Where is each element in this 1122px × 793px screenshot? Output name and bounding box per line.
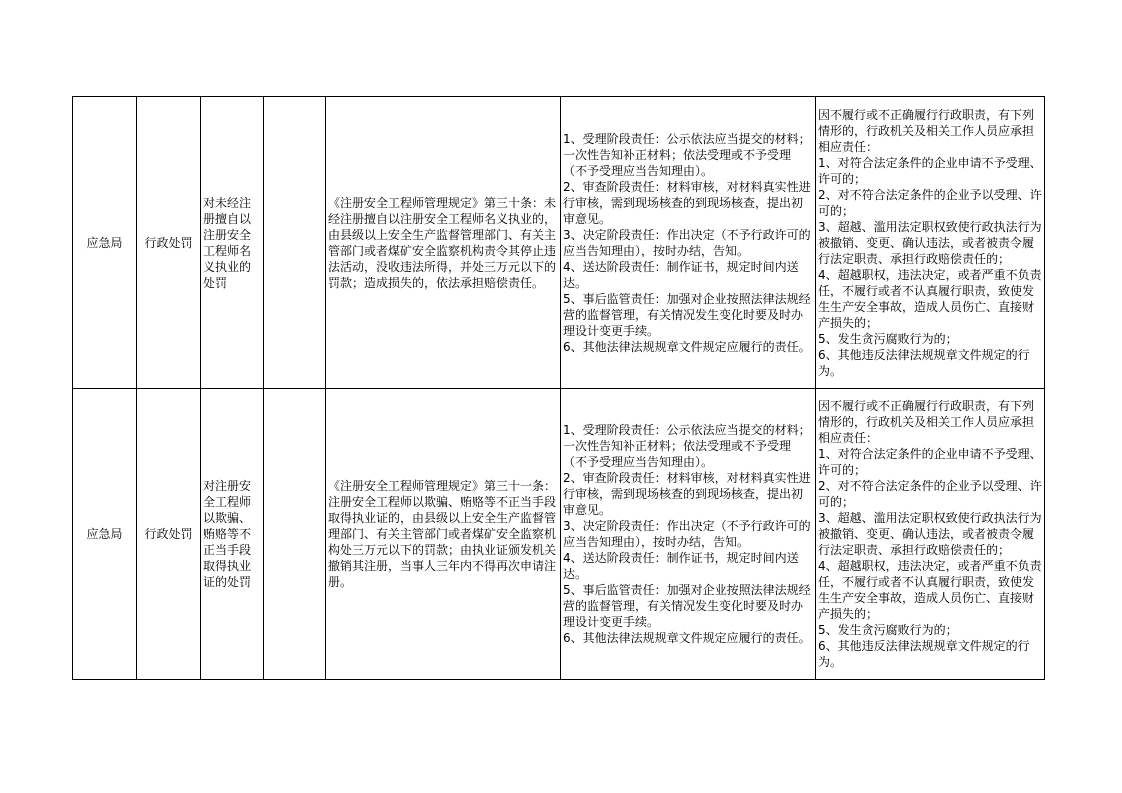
accountability-item: 1、对符合法定条件的企业申请不予受理、许可的； <box>818 155 1042 186</box>
accountability-item: 因不履行或不正确履行行政职责，有下列情形的，行政机关及相关工作人员应承担相应责任： <box>818 107 1035 154</box>
responsibility-cell <box>561 389 816 680</box>
responsibility-item: 3、决定阶段责任：作出决定（不予行政许可的应当告知理由），按时办结，告知。 <box>563 519 811 549</box>
blank-cell <box>264 97 326 389</box>
responsibility-item: 5、事后监管责任：加强对企业按照法律法规经营的监督管理，有关情况发生变化时要及时办理设计变更手续。 <box>563 291 811 338</box>
accountability-item: 3、超越、滥用法定职权致使行政执法行为被撤销、变更、确认违法，或者被责令履行法定职责、承担行政赔偿责任的； <box>818 511 1042 557</box>
department-cell: 应急局 <box>73 97 137 389</box>
item-name-cell: 对注册安全工程师以欺骗、贿赂等不正当手段取得执业证的处罚 <box>201 389 264 680</box>
power-type-cell: 行政处罚 <box>137 97 201 389</box>
accountability-item: 5、发生贪污腐败行为的； <box>818 331 958 346</box>
responsibility-item: 3、决定阶段责任：作出决定（不予行政许可的应当告知理由），按时办结，告知。 <box>563 227 811 258</box>
department-cell: 应急局 <box>73 389 137 680</box>
accountability-item: 2、对不符合法定条件的企业予以受理、许可的； <box>818 187 1042 218</box>
accountability-item: 4、超越职权，违法决定，或者严重不负责任，不履行或者不认真履行职责，致使发生生产安全事故，造成人员伤亡、直接财产损失的； <box>818 267 1042 330</box>
legal-basis-cell: 《注册安全工程师管理规定》第三十条：未经注册擅自以注册安全工程师名义执业的，由县级以上安全生产监督管理部门、有关主管部门或者煤矿安全监察机构责令其停止违法活动，没收违法所得，并处三万元以下的罚款；造成损失的，依法承担赔偿责任。 <box>326 97 561 389</box>
responsibility-item: 2、审查阶段责任：材料审核，对材料真实性进行审核，需到现场核查的到现场核查，提出初审意见。 <box>563 471 811 517</box>
power-type-cell: 行政处罚 <box>137 389 201 680</box>
legal-basis-cell: 《注册安全工程师管理规定》第三十一条：注册安全工程师以欺骗、贿赂等不正当手段取得执业证的，由县级以上安全生产监督管理部门、有关主管部门或者煤矿安全监察机构处三万元以下的罚款；由执业证颁发机关撤销其注册，当事人三年内不得再次申请注册。 <box>326 389 561 680</box>
accountability-item: 6、其他违反法律法规规章文件规定的行为。 <box>818 639 1030 669</box>
responsibility-item: 4、送达阶段责任：制作证书，规定时间内送达。 <box>563 551 799 581</box>
accountability-item: 因不履行或不正确履行行政职责，有下列情形的，行政机关及相关工作人员应承担相应责任： <box>818 399 1035 445</box>
responsibility-item: 2、审查阶段责任：材料审核，对材料真实性进行审核，需到现场核查的到现场核查，提出初审意见。 <box>563 179 811 226</box>
accountability-item: 3、超越、滥用法定职权致使行政执法行为被撤销、变更、确认违法，或者被责令履行法定职责、承担行政赔偿责任的； <box>818 219 1042 266</box>
responsibility-item: 1、受理阶段责任：公示依法应当提交的材料；一次性告知补正材料；依法受理或不予受理（不予受理应当告知理由）。 <box>563 131 811 178</box>
power-list-table <box>72 96 1045 680</box>
accountability-item: 6、其他违反法律法规规章文件规定的行为。 <box>818 347 1030 378</box>
blank-cell <box>264 389 326 680</box>
table-row <box>73 389 1045 680</box>
table-row <box>73 97 1045 389</box>
item-name-cell: 对未经注册擅自以注册安全工程师名义执业的处罚 <box>201 97 264 389</box>
responsibility-cell <box>561 97 816 389</box>
accountability-cell <box>816 389 1045 680</box>
responsibility-item: 5、事后监管责任：加强对企业按照法律法规经营的监督管理，有关情况发生变化时要及时办理设计变更手续。 <box>563 583 811 629</box>
responsibility-item: 6、其他法律法规规章文件规定应履行的责任。 <box>563 631 811 645</box>
responsibility-item: 1、受理阶段责任：公示依法应当提交的材料；一次性告知补正材料；依法受理或不予受理（不予受理应当告知理由）。 <box>563 423 811 469</box>
accountability-item: 4、超越职权，违法决定，或者严重不负责任，不履行或者不认真履行职责，致使发生生产安全事故，造成人员伤亡、直接财产损失的； <box>818 559 1042 621</box>
accountability-item: 1、对符合法定条件的企业申请不予受理、许可的； <box>818 447 1042 477</box>
accountability-cell <box>816 97 1045 389</box>
responsibility-item: 6、其他法律法规规章文件规定应履行的责任。 <box>563 339 811 354</box>
accountability-item: 5、发生贪污腐败行为的； <box>818 623 958 637</box>
responsibility-item: 4、送达阶段责任：制作证书，规定时间内送达。 <box>563 259 799 290</box>
accountability-item: 2、对不符合法定条件的企业予以受理、许可的； <box>818 479 1042 509</box>
